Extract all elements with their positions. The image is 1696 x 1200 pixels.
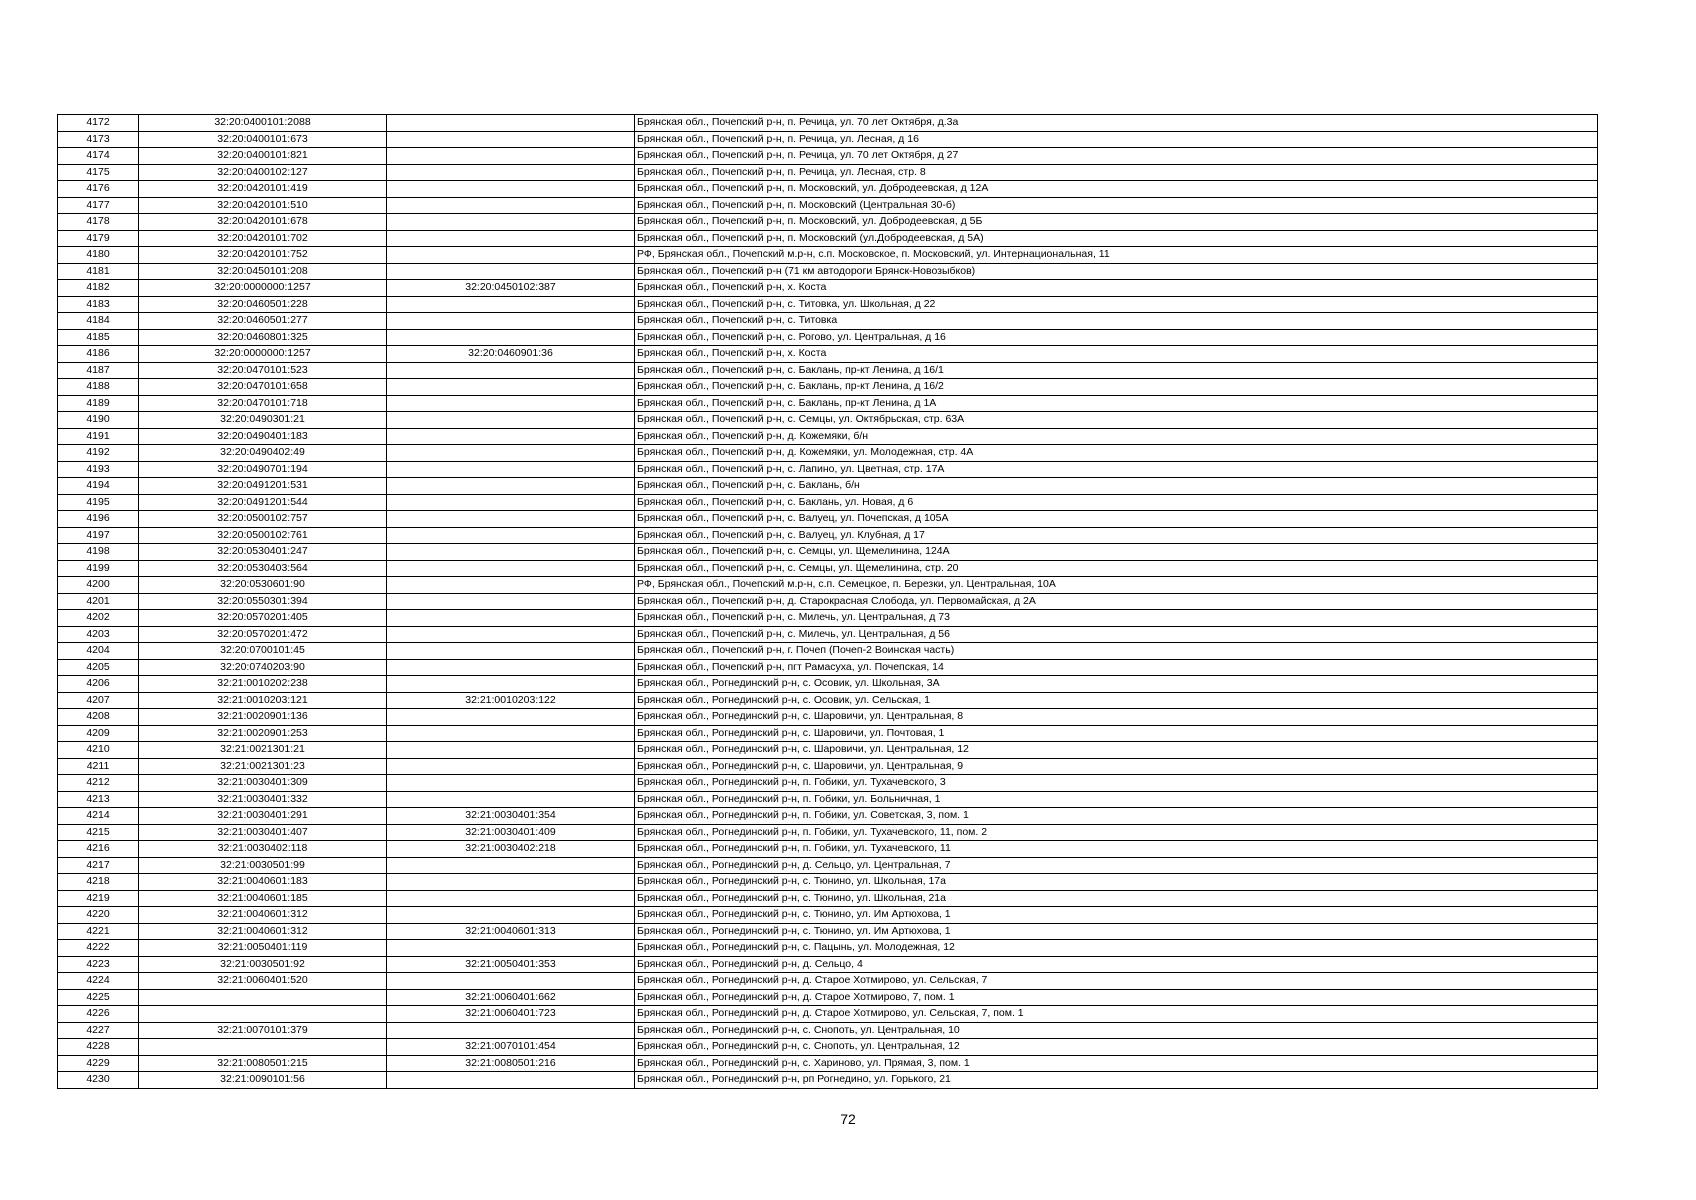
related-cadastral-number-cell	[387, 379, 635, 396]
cadastral-number-cell: 32:21:0030401:407	[139, 824, 387, 841]
table-row	[58, 478, 1598, 495]
table-row	[58, 362, 1598, 379]
cadastral-number-cell: 32:20:0470101:718	[139, 395, 387, 412]
table-row	[58, 197, 1598, 214]
related-cadastral-number-cell	[387, 412, 635, 429]
address-cell: Брянская обл., Рогнединский р-н, с. Снопоть, ул. Центральная, 12	[635, 1039, 1598, 1056]
row-number-cell: 4207	[58, 692, 139, 709]
table-row	[58, 890, 1598, 907]
cadastral-number-cell: 32:21:0060401:520	[139, 973, 387, 990]
related-cadastral-number-cell: 32:21:0030401:409	[387, 824, 635, 841]
table-row	[58, 115, 1598, 132]
row-number-cell: 4201	[58, 593, 139, 610]
related-cadastral-number-cell	[387, 164, 635, 181]
related-cadastral-number-cell	[387, 511, 635, 528]
address-cell: Брянская обл., Почепский р-н, с. Валуец, ул. Почепская, д 105А	[635, 511, 1598, 528]
address-cell: Брянская обл., Рогнединский р-н, с. Тюнино, ул. Им Артюхова, 1	[635, 907, 1598, 924]
address-cell: Брянская обл., Почепский р-н, п. Московский, ул. Добродеевская, д 5Б	[635, 214, 1598, 231]
table-row	[58, 824, 1598, 841]
row-number-cell: 4186	[58, 346, 139, 363]
row-number-cell: 4211	[58, 758, 139, 775]
table-row	[58, 1022, 1598, 1039]
address-cell: Брянская обл., Почепский р-н, с. Милечь, ул. Центральная, д 56	[635, 626, 1598, 643]
related-cadastral-number-cell: 32:21:0030402:218	[387, 841, 635, 858]
cadastral-number-cell: 32:20:0420101:510	[139, 197, 387, 214]
row-number-cell: 4185	[58, 329, 139, 346]
cadastral-number-cell: 32:21:0070101:379	[139, 1022, 387, 1039]
cadastral-number-cell: 32:20:0400101:2088	[139, 115, 387, 132]
row-number-cell: 4228	[58, 1039, 139, 1056]
address-cell: Брянская обл., Рогнединский р-н, с. Пацынь, ул. Молодежная, 12	[635, 940, 1598, 957]
cadastral-number-cell: 32:20:0570201:472	[139, 626, 387, 643]
table-row	[58, 230, 1598, 247]
address-cell: Брянская обл., Рогнединский р-н, д. Старое Хотмирово, ул. Сельская, 7	[635, 973, 1598, 990]
row-number-cell: 4220	[58, 907, 139, 924]
address-cell: Брянская обл., Почепский р-н, с. Семцы, ул. Щемелинина, стр. 20	[635, 560, 1598, 577]
table-row	[58, 313, 1598, 330]
related-cadastral-number-cell: 32:21:0010203:122	[387, 692, 635, 709]
cadastral-number-cell: 32:21:0010202:238	[139, 676, 387, 693]
related-cadastral-number-cell	[387, 709, 635, 726]
cadastral-number-cell	[139, 989, 387, 1006]
address-cell: Брянская обл., Почепский р-н, д. Старокрасная Слобода, ул. Первомайская, д 2А	[635, 593, 1598, 610]
cadastral-number-cell	[139, 1039, 387, 1056]
cadastral-number-cell: 32:20:0491201:544	[139, 494, 387, 511]
related-cadastral-number-cell	[387, 973, 635, 990]
row-number-cell: 4226	[58, 1006, 139, 1023]
address-cell: Брянская обл., Почепский р-н, с. Титовка, ул. Школьная, д 22	[635, 296, 1598, 313]
table-row	[58, 296, 1598, 313]
related-cadastral-number-cell: 32:21:0080501:216	[387, 1055, 635, 1072]
address-cell: Брянская обл., Почепский р-н, п. Речица, ул. Лесная, стр. 8	[635, 164, 1598, 181]
row-number-cell: 4172	[58, 115, 139, 132]
row-number-cell: 4194	[58, 478, 139, 495]
cadastral-number-cell: 32:20:0400102:127	[139, 164, 387, 181]
table-row	[58, 461, 1598, 478]
related-cadastral-number-cell	[387, 148, 635, 165]
related-cadastral-number-cell	[387, 758, 635, 775]
row-number-cell: 4196	[58, 511, 139, 528]
cadastral-number-cell: 32:21:0040601:312	[139, 907, 387, 924]
related-cadastral-number-cell	[387, 610, 635, 627]
row-number-cell: 4215	[58, 824, 139, 841]
cadastral-number-cell: 32:21:0040601:183	[139, 874, 387, 891]
related-cadastral-number-cell: 32:21:0070101:454	[387, 1039, 635, 1056]
row-number-cell: 4230	[58, 1072, 139, 1089]
cadastral-number-cell: 32:21:0020901:136	[139, 709, 387, 726]
table-row	[58, 263, 1598, 280]
address-cell: Брянская обл., Рогнединский р-н, п. Гобики, ул. Тухачевского, 3	[635, 775, 1598, 792]
table-row	[58, 395, 1598, 412]
table-row	[58, 923, 1598, 940]
cadastral-number-cell: 32:20:0460801:325	[139, 329, 387, 346]
table-row	[58, 181, 1598, 198]
table-row	[58, 214, 1598, 231]
table-row	[58, 989, 1598, 1006]
cadastral-number-cell: 32:21:0030501:92	[139, 956, 387, 973]
address-cell: Брянская обл., Рогнединский р-н, с. Шаровичи, ул. Центральная, 12	[635, 742, 1598, 759]
row-number-cell: 4180	[58, 247, 139, 264]
address-cell: Брянская обл., Рогнединский р-н, д. Старое Хотмирово, ул. Сельская, 7, пом. 1	[635, 1006, 1598, 1023]
address-cell: Брянская обл., Почепский р-н, с. Семцы, ул. Щемелинина, 124А	[635, 544, 1598, 561]
related-cadastral-number-cell	[387, 296, 635, 313]
related-cadastral-number-cell	[387, 742, 635, 759]
row-number-cell: 4174	[58, 148, 139, 165]
related-cadastral-number-cell	[387, 577, 635, 594]
address-cell: Брянская обл., Почепский р-н, с. Баклань, пр-кт Ленина, д 16/2	[635, 379, 1598, 396]
cadastral-number-cell	[139, 1006, 387, 1023]
address-cell: Брянская обл., Почепский р-н, г. Почеп (Почеп-2 Воинская часть)	[635, 643, 1598, 660]
address-cell: Брянская обл., Почепский р-н, с. Валуец, ул. Клубная, д 17	[635, 527, 1598, 544]
table-row	[58, 643, 1598, 660]
related-cadastral-number-cell	[387, 890, 635, 907]
row-number-cell: 4190	[58, 412, 139, 429]
table-row	[58, 131, 1598, 148]
address-cell: Брянская обл., Почепский р-н, с. Баклань, ул. Новая, д 6	[635, 494, 1598, 511]
related-cadastral-number-cell	[387, 494, 635, 511]
table-row	[58, 973, 1598, 990]
cadastral-number-cell: 32:21:0021301:21	[139, 742, 387, 759]
address-cell: Брянская обл., Почепский р-н, д. Кожемяки, ул. Молодежная, стр. 4А	[635, 445, 1598, 462]
table-row	[58, 329, 1598, 346]
row-number-cell: 4229	[58, 1055, 139, 1072]
cadastral-number-cell: 32:21:0030401:291	[139, 808, 387, 825]
table-row	[58, 445, 1598, 462]
address-cell: Брянская обл., Рогнединский р-н, с. Тюнино, ул. Им Артюхова, 1	[635, 923, 1598, 940]
related-cadastral-number-cell	[387, 643, 635, 660]
address-cell: Брянская обл., Рогнединский р-н, д. Сельцо, 4	[635, 956, 1598, 973]
table-row	[58, 346, 1598, 363]
address-cell: Брянская обл., Почепский р-н, х. Коста	[635, 280, 1598, 297]
cadastral-number-cell: 32:21:0040601:185	[139, 890, 387, 907]
row-number-cell: 4221	[58, 923, 139, 940]
related-cadastral-number-cell	[387, 197, 635, 214]
row-number-cell: 4205	[58, 659, 139, 676]
table-row	[58, 1055, 1598, 1072]
address-cell: Брянская обл., Рогнединский р-н, п. Гобики, ул. Тухачевского, 11, пом. 2	[635, 824, 1598, 841]
cadastral-number-cell: 32:20:0490402:49	[139, 445, 387, 462]
related-cadastral-number-cell: 32:21:0040601:313	[387, 923, 635, 940]
related-cadastral-number-cell	[387, 626, 635, 643]
cadastral-number-cell: 32:21:0020901:253	[139, 725, 387, 742]
cadastral-number-cell: 32:20:0530601:90	[139, 577, 387, 594]
related-cadastral-number-cell	[387, 478, 635, 495]
related-cadastral-number-cell	[387, 857, 635, 874]
table-row	[58, 775, 1598, 792]
address-cell: Брянская обл., Рогнединский р-н, с. Тюнино, ул. Школьная, 17а	[635, 874, 1598, 891]
cadastral-number-cell: 32:21:0080501:215	[139, 1055, 387, 1072]
cadastral-number-cell: 32:21:0030401:309	[139, 775, 387, 792]
related-cadastral-number-cell	[387, 181, 635, 198]
table-row	[58, 841, 1598, 858]
cadastral-number-cell: 32:20:0490701:194	[139, 461, 387, 478]
related-cadastral-number-cell	[387, 131, 635, 148]
cadastral-number-cell: 32:21:0040601:312	[139, 923, 387, 940]
cadastral-number-cell: 32:20:0491201:531	[139, 478, 387, 495]
cadastral-number-cell: 32:20:0530403:564	[139, 560, 387, 577]
related-cadastral-number-cell: 32:21:0060401:723	[387, 1006, 635, 1023]
row-number-cell: 4182	[58, 280, 139, 297]
row-number-cell: 4197	[58, 527, 139, 544]
related-cadastral-number-cell	[387, 659, 635, 676]
table-row	[58, 164, 1598, 181]
row-number-cell: 4216	[58, 841, 139, 858]
address-cell: Брянская обл., Рогнединский р-н, с. Снопоть, ул. Центральная, 10	[635, 1022, 1598, 1039]
related-cadastral-number-cell	[387, 1022, 635, 1039]
address-cell: Брянская обл., Рогнединский р-н, с. Осовик, ул. Школьная, 3А	[635, 676, 1598, 693]
row-number-cell: 4218	[58, 874, 139, 891]
cadastral-number-cell: 32:20:0500102:757	[139, 511, 387, 528]
row-number-cell: 4187	[58, 362, 139, 379]
row-number-cell: 4189	[58, 395, 139, 412]
table-row	[58, 412, 1598, 429]
cadastral-number-cell: 32:21:0021301:23	[139, 758, 387, 775]
related-cadastral-number-cell: 32:20:0460901:36	[387, 346, 635, 363]
related-cadastral-number-cell: 32:20:0450102:387	[387, 280, 635, 297]
related-cadastral-number-cell	[387, 907, 635, 924]
address-cell: Брянская обл., Почепский р-н, с. Лапино, ул. Цветная, стр. 17А	[635, 461, 1598, 478]
row-number-cell: 4175	[58, 164, 139, 181]
cadastral-number-cell: 32:21:0050401:119	[139, 940, 387, 957]
address-cell: Брянская обл., Почепский р-н, с. Рогово, ул. Центральная, д 16	[635, 329, 1598, 346]
address-cell: Брянская обл., Почепский р-н, х. Коста	[635, 346, 1598, 363]
row-number-cell: 4200	[58, 577, 139, 594]
related-cadastral-number-cell	[387, 1072, 635, 1089]
address-cell: Брянская обл., Почепский р-н, п. Речица, ул. 70 лет Октября, д 27	[635, 148, 1598, 165]
row-number-cell: 4179	[58, 230, 139, 247]
row-number-cell: 4181	[58, 263, 139, 280]
table-row	[58, 940, 1598, 957]
row-number-cell: 4184	[58, 313, 139, 330]
row-number-cell: 4213	[58, 791, 139, 808]
related-cadastral-number-cell	[387, 874, 635, 891]
related-cadastral-number-cell	[387, 940, 635, 957]
table-row	[58, 280, 1598, 297]
table-row	[58, 857, 1598, 874]
related-cadastral-number-cell	[387, 676, 635, 693]
related-cadastral-number-cell	[387, 544, 635, 561]
row-number-cell: 4178	[58, 214, 139, 231]
row-number-cell: 4210	[58, 742, 139, 759]
row-number-cell: 4193	[58, 461, 139, 478]
table-row	[58, 758, 1598, 775]
related-cadastral-number-cell	[387, 263, 635, 280]
table-row	[58, 494, 1598, 511]
address-cell: Брянская обл., Рогнединский р-н, с. Шаровичи, ул. Почтовая, 1	[635, 725, 1598, 742]
cadastral-number-cell: 32:21:0030501:99	[139, 857, 387, 874]
address-cell: Брянская обл., Почепский р-н, п. Московский (Центральная 30-б)	[635, 197, 1598, 214]
related-cadastral-number-cell	[387, 362, 635, 379]
row-number-cell: 4173	[58, 131, 139, 148]
row-number-cell: 4223	[58, 956, 139, 973]
address-cell: Брянская обл., Рогнединский р-н, с. Хариново, ул. Прямая, 3, пом. 1	[635, 1055, 1598, 1072]
table-row	[58, 1072, 1598, 1089]
cadastral-number-cell: 32:20:0420101:702	[139, 230, 387, 247]
table-row	[58, 1006, 1598, 1023]
related-cadastral-number-cell	[387, 214, 635, 231]
address-cell: Брянская обл., Почепский р-н, пгт Рамасуха, ул. Почепская, 14	[635, 659, 1598, 676]
related-cadastral-number-cell	[387, 428, 635, 445]
related-cadastral-number-cell	[387, 560, 635, 577]
table-row	[58, 527, 1598, 544]
address-cell: Брянская обл., Почепский р-н, с. Семцы, ул. Октябрьская, стр. 63А	[635, 412, 1598, 429]
address-cell: Брянская обл., Почепский р-н, с. Баклань, пр-кт Ленина, д 1А	[635, 395, 1598, 412]
cadastral-number-cell: 32:20:0530401:247	[139, 544, 387, 561]
cadastral-number-cell: 32:21:0030402:118	[139, 841, 387, 858]
cadastral-number-cell: 32:20:0460501:277	[139, 313, 387, 330]
row-number-cell: 4217	[58, 857, 139, 874]
row-number-cell: 4198	[58, 544, 139, 561]
row-number-cell: 4188	[58, 379, 139, 396]
table-row	[58, 725, 1598, 742]
table-row	[58, 560, 1598, 577]
row-number-cell: 4191	[58, 428, 139, 445]
cadastral-number-cell: 32:20:0000000:1257	[139, 346, 387, 363]
related-cadastral-number-cell	[387, 329, 635, 346]
address-cell: Брянская обл., Почепский р-н, с. Милечь, ул. Центральная, д 73	[635, 610, 1598, 627]
address-cell: РФ, Брянская обл., Почепский м.р-н, с.п. Семецкое, п. Березки, ул. Центральная, 10А	[635, 577, 1598, 594]
table-row	[58, 593, 1598, 610]
table-row	[58, 808, 1598, 825]
table-row	[58, 659, 1598, 676]
address-cell: Брянская обл., Рогнединский р-н, п. Гобики, ул. Тухачевского, 11	[635, 841, 1598, 858]
related-cadastral-number-cell	[387, 395, 635, 412]
cadastral-number-cell: 32:20:0470101:523	[139, 362, 387, 379]
table-row	[58, 742, 1598, 759]
row-number-cell: 4177	[58, 197, 139, 214]
address-cell: Брянская обл., Рогнединский р-н, с. Шаровичи, ул. Центральная, 9	[635, 758, 1598, 775]
registry-table	[57, 114, 1598, 1089]
row-number-cell: 4224	[58, 973, 139, 990]
table-row	[58, 907, 1598, 924]
address-cell: Брянская обл., Рогнединский р-н, д. Сельцо, ул. Центральная, 7	[635, 857, 1598, 874]
table-row	[58, 1039, 1598, 1056]
table-row	[58, 874, 1598, 891]
row-number-cell: 4227	[58, 1022, 139, 1039]
address-cell: Брянская обл., Рогнединский р-н, д. Старое Хотмирово, 7, пом. 1	[635, 989, 1598, 1006]
page-number: 72	[840, 1111, 856, 1127]
row-number-cell: 4212	[58, 775, 139, 792]
cadastral-number-cell: 32:21:0030401:332	[139, 791, 387, 808]
address-cell: Брянская обл., Рогнединский р-н, с. Тюнино, ул. Школьная, 21а	[635, 890, 1598, 907]
address-cell: РФ, Брянская обл., Почепский м.р-н, с.п. Московское, п. Московский, ул. Интернациональная, 11	[635, 247, 1598, 264]
table-row	[58, 511, 1598, 528]
related-cadastral-number-cell	[387, 461, 635, 478]
table-row	[58, 692, 1598, 709]
address-cell: Брянская обл., Рогнединский р-н, с. Шаровичи, ул. Центральная, 8	[635, 709, 1598, 726]
related-cadastral-number-cell: 32:21:0060401:662	[387, 989, 635, 1006]
cadastral-number-cell: 32:20:0490301:21	[139, 412, 387, 429]
table-row	[58, 148, 1598, 165]
row-number-cell: 4222	[58, 940, 139, 957]
related-cadastral-number-cell	[387, 725, 635, 742]
cadastral-number-cell: 32:20:0420101:419	[139, 181, 387, 198]
table-row	[58, 577, 1598, 594]
related-cadastral-number-cell	[387, 230, 635, 247]
related-cadastral-number-cell	[387, 775, 635, 792]
row-number-cell: 4195	[58, 494, 139, 511]
table-row	[58, 791, 1598, 808]
table-row	[58, 247, 1598, 264]
row-number-cell: 4202	[58, 610, 139, 627]
address-cell: Брянская обл., Почепский р-н, п. Речица, ул. Лесная, д 16	[635, 131, 1598, 148]
address-cell: Брянская обл., Почепский р-н (71 км автодороги Брянск-Новозыбков)	[635, 263, 1598, 280]
related-cadastral-number-cell	[387, 445, 635, 462]
related-cadastral-number-cell: 32:21:0030401:354	[387, 808, 635, 825]
row-number-cell: 4219	[58, 890, 139, 907]
cadastral-number-cell: 32:20:0420101:678	[139, 214, 387, 231]
cadastral-number-cell: 32:20:0740203:90	[139, 659, 387, 676]
row-number-cell: 4199	[58, 560, 139, 577]
cadastral-number-cell: 32:21:0010203:121	[139, 692, 387, 709]
related-cadastral-number-cell	[387, 593, 635, 610]
table-row	[58, 428, 1598, 445]
cadastral-number-cell: 32:20:0470101:658	[139, 379, 387, 396]
address-cell: Брянская обл., Почепский р-н, с. Титовка	[635, 313, 1598, 330]
related-cadastral-number-cell	[387, 313, 635, 330]
cadastral-number-cell: 32:20:0400101:821	[139, 148, 387, 165]
cadastral-number-cell: 32:20:0570201:405	[139, 610, 387, 627]
cadastral-number-cell: 32:20:0420101:752	[139, 247, 387, 264]
address-cell: Брянская обл., Почепский р-н, п. Речица, ул. 70 лет Октября, д.3а	[635, 115, 1598, 132]
cadastral-number-cell: 32:20:0400101:673	[139, 131, 387, 148]
address-cell: Брянская обл., Рогнединский р-н, рп Рогнедино, ул. Горького, 21	[635, 1072, 1598, 1089]
table-row	[58, 379, 1598, 396]
address-cell: Брянская обл., Рогнединский р-н, п. Гобики, ул. Советская, 3, пом. 1	[635, 808, 1598, 825]
cadastral-number-cell: 32:20:0490401:183	[139, 428, 387, 445]
address-cell: Брянская обл., Почепский р-н, с. Баклань, пр-кт Ленина, д 16/1	[635, 362, 1598, 379]
table-row	[58, 626, 1598, 643]
row-number-cell: 4209	[58, 725, 139, 742]
row-number-cell: 4176	[58, 181, 139, 198]
table-row	[58, 676, 1598, 693]
address-cell: Брянская обл., Рогнединский р-н, с. Осовик, ул. Сельская, 1	[635, 692, 1598, 709]
address-cell: Брянская обл., Почепский р-н, с. Баклань, б/н	[635, 478, 1598, 495]
cadastral-number-cell: 32:20:0450101:208	[139, 263, 387, 280]
row-number-cell: 4203	[58, 626, 139, 643]
address-cell: Брянская обл., Почепский р-н, д. Кожемяки, б/н	[635, 428, 1598, 445]
registry-table-body	[58, 115, 1598, 1089]
row-number-cell: 4192	[58, 445, 139, 462]
cadastral-number-cell: 32:21:0090101:56	[139, 1072, 387, 1089]
row-number-cell: 4206	[58, 676, 139, 693]
related-cadastral-number-cell	[387, 115, 635, 132]
cadastral-number-cell: 32:20:0460501:228	[139, 296, 387, 313]
row-number-cell: 4208	[58, 709, 139, 726]
related-cadastral-number-cell	[387, 791, 635, 808]
table-row	[58, 956, 1598, 973]
cadastral-number-cell: 32:20:0700101:45	[139, 643, 387, 660]
related-cadastral-number-cell	[387, 527, 635, 544]
row-number-cell: 4204	[58, 643, 139, 660]
related-cadastral-number-cell	[387, 247, 635, 264]
cadastral-number-cell: 32:20:0000000:1257	[139, 280, 387, 297]
table-row	[58, 709, 1598, 726]
table-row	[58, 544, 1598, 561]
related-cadastral-number-cell: 32:21:0050401:353	[387, 956, 635, 973]
row-number-cell: 4183	[58, 296, 139, 313]
address-cell: Брянская обл., Рогнединский р-н, п. Гобики, ул. Больничная, 1	[635, 791, 1598, 808]
address-cell: Брянская обл., Почепский р-н, п. Московский (ул.Добродеевская, д 5А)	[635, 230, 1598, 247]
row-number-cell: 4225	[58, 989, 139, 1006]
address-cell: Брянская обл., Почепский р-н, п. Московский, ул. Добродеевская, д 12А	[635, 181, 1598, 198]
table-row	[58, 610, 1598, 627]
cadastral-number-cell: 32:20:0500102:761	[139, 527, 387, 544]
row-number-cell: 4214	[58, 808, 139, 825]
cadastral-number-cell: 32:20:0550301:394	[139, 593, 387, 610]
